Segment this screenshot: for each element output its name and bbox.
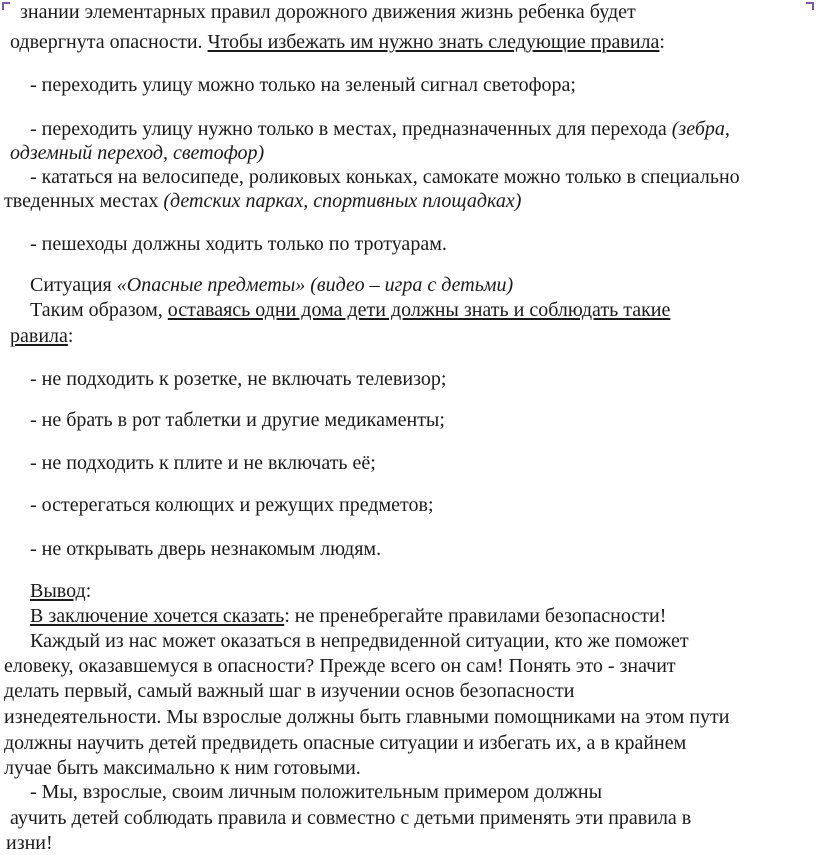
- list-item: - переходить улицу можно только на зеленый сигнал светофора;: [30, 74, 576, 96]
- text-line: изнедеятельности. Мы взрослые должны быть главными помощниками на этом пути: [4, 706, 730, 728]
- underlined-phrase: оставаясь одни дома дети должны знать и соблюдать такие: [167, 299, 671, 321]
- text-line: изни!: [6, 832, 53, 854]
- text-line: лучае быть максимально к ним готовыми.: [4, 757, 361, 779]
- text-line: делать первый, самый важный шаг в изучении основ безопасности: [4, 680, 575, 702]
- text-line: Ситуация «Опасные предметы» (видео – игра с детьми): [30, 274, 514, 296]
- text-line: знании элементарных правил дорожного движения жизнь ребенка будет: [20, 1, 636, 23]
- text-line: - Мы, взрослые, своим личным положительным примером должны: [30, 781, 603, 803]
- section-heading: Вывод:: [30, 580, 92, 602]
- underlined-phrase: равила: [10, 325, 68, 347]
- text-line: равила:: [10, 325, 74, 347]
- list-item: - кататься на велосипеде, роликовых коньках, самокате можно только в специально: [30, 166, 740, 188]
- text-line: еловеку, оказавшемуся в опасности? Прежде всего он сам! Понять это - значит: [4, 655, 676, 677]
- list-item: - не открывать дверь незнакомым людям.: [30, 538, 382, 560]
- text-line: тведенных местах (детских парках, спортивных площадках): [4, 190, 522, 212]
- list-item: - пешеходы должны ходить только по тротуарам.: [30, 233, 447, 255]
- corner-mark-top-right: [806, 2, 814, 10]
- list-item: - не брать в рот таблетки и другие медикаменты;: [30, 409, 445, 431]
- text-line: должны научить детей предвидеть опасные ситуации и избегать их, а в крайнем: [4, 732, 687, 754]
- list-item: - не подходить к плите и не включать её;: [30, 452, 376, 474]
- text-line: В заключение хочется сказать: не пренебрегайте правилами безопасности!: [30, 605, 667, 627]
- text-line: Таким образом, оставаясь одни дома дети должны знать и соблюдать такие: [30, 299, 671, 321]
- list-item: - не подходить к розетке, не включать телевизор;: [30, 368, 447, 390]
- underlined-phrase: В заключение хочется сказать: [30, 605, 285, 627]
- text-line: Каждый из нас может оказаться в непредвиденной ситуации, кто же поможет: [30, 630, 689, 652]
- text-line: одвергнута опасности. Чтобы избежать им нужно знать следующие правила:: [10, 31, 665, 53]
- corner-mark-top-left: [2, 2, 10, 10]
- underlined-phrase: Чтобы избежать им нужно знать следующие правила: [207, 31, 660, 53]
- list-item: - остерегаться колющих и режущих предметов;: [30, 494, 434, 516]
- list-item: - переходить улицу нужно только в местах, предназначенных для перехода (зебра,: [30, 118, 730, 140]
- text-line: аучить детей соблюдать правила и совместно с детьми применять эти правила в: [10, 807, 692, 829]
- text-line: одземный переход, светофор): [10, 142, 265, 164]
